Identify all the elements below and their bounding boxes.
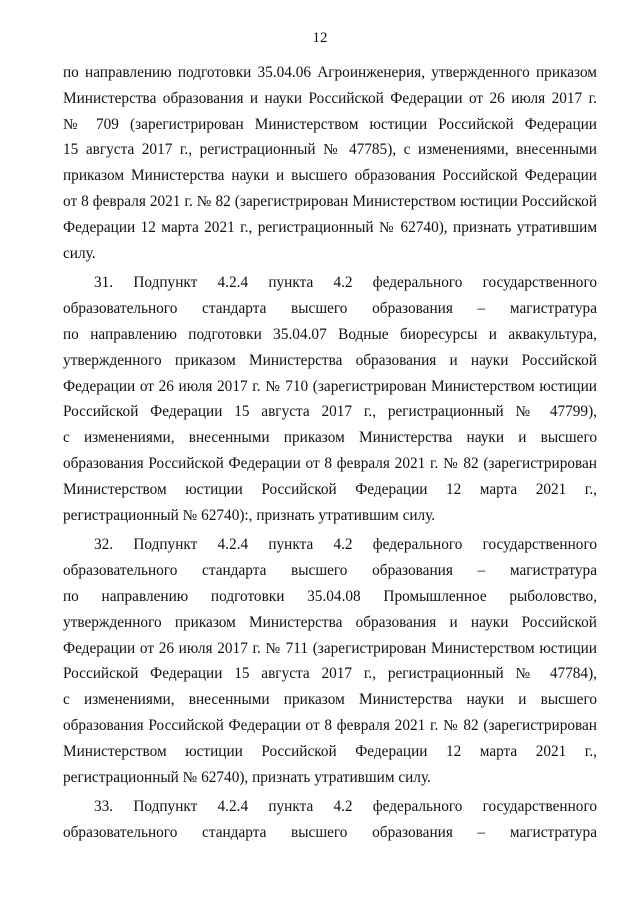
paragraph-first-line: 33. Подпункт 4.2.4 пункта 4.2 федерального государственного (94, 798, 597, 816)
text-line: регистрационный № 62740), признать утратившим силу. (63, 768, 431, 786)
paragraph-first-line: 31. Подпункт 4.2.4 пункта 4.2 федерального государственного (94, 274, 597, 292)
text-line: регистрационный № 62740):, признать утратившим силу. (63, 506, 436, 524)
text-line: Российской Федерации 15 августа 2017 г., регистрационный № 47784), (63, 665, 597, 683)
text-line: образовательного стандарта высшего образования – магистратура (63, 562, 597, 580)
text-line: Министерства образования и науки Российской Федерации от 26 июля 2017 г. (63, 89, 597, 107)
text-line: образовательного стандарта высшего образования – магистратура (63, 300, 597, 318)
text-line: силу. (63, 244, 96, 262)
text-line: № 709 (зарегистрирован Министерством юстиции Российской Федерации (63, 115, 597, 133)
text-line: по направлению подготовки 35.04.07 Водные биоресурсы и аквакультура, (63, 325, 597, 343)
text-line: утвержденного приказом Министерства образования и науки Российской (63, 351, 597, 369)
text-line: Федерации от 26 июля 2017 г. № 710 (зарегистрирован Министерством юстиции (63, 377, 597, 395)
text-line: образования Российской Федерации от 8 февраля 2021 г. № 82 (зарегистрирован (63, 454, 597, 472)
text-line: Федерации от 26 июля 2017 г. № 711 (зарегистрирован Министерством юстиции (63, 639, 597, 657)
text-line: с изменениями, внесенными приказом Министерства науки и высшего (63, 429, 597, 447)
text-line: приказом Министерства науки и высшего образования Российской Федерации (63, 167, 597, 185)
text-line: Федерации 12 марта 2021 г., регистрационный № 62740), признать утратившим (63, 218, 597, 236)
text-line: образования Российской Федерации от 8 февраля 2021 г. № 82 (зарегистрирован (63, 716, 597, 734)
text-line: Министерством юстиции Российской Федерации 12 марта 2021 г., (63, 480, 597, 498)
text-line: с изменениями, внесенными приказом Министерства науки и высшего (63, 691, 597, 709)
text-line: от 8 февраля 2021 г. № 82 (зарегистрирован Министерством юстиции Российской (63, 192, 597, 210)
text-line: по направлению подготовки 35.04.06 Агроинженерия, утвержденного приказом (63, 64, 597, 81)
text-line: 15 августа 2017 г., регистрационный № 47785), с изменениями, внесенными (63, 141, 597, 159)
paragraph-first-line: 32. Подпункт 4.2.4 пункта 4.2 федерального государственного (94, 536, 597, 554)
text-line: образовательного стандарта высшего образования – магистратура (63, 824, 597, 842)
text-line: по направлению подготовки 35.04.08 Промышленное рыболовство, (63, 587, 597, 605)
page-number: 12 (312, 30, 328, 46)
document-body (63, 60, 597, 846)
text-line: Министерством юстиции Российской Федерации 12 марта 2021 г., (63, 742, 597, 760)
text-line: утвержденного приказом Министерства образования и науки Российской (63, 613, 597, 631)
text-line: Российской Федерации 15 августа 2017 г., регистрационный № 47799), (63, 403, 597, 421)
